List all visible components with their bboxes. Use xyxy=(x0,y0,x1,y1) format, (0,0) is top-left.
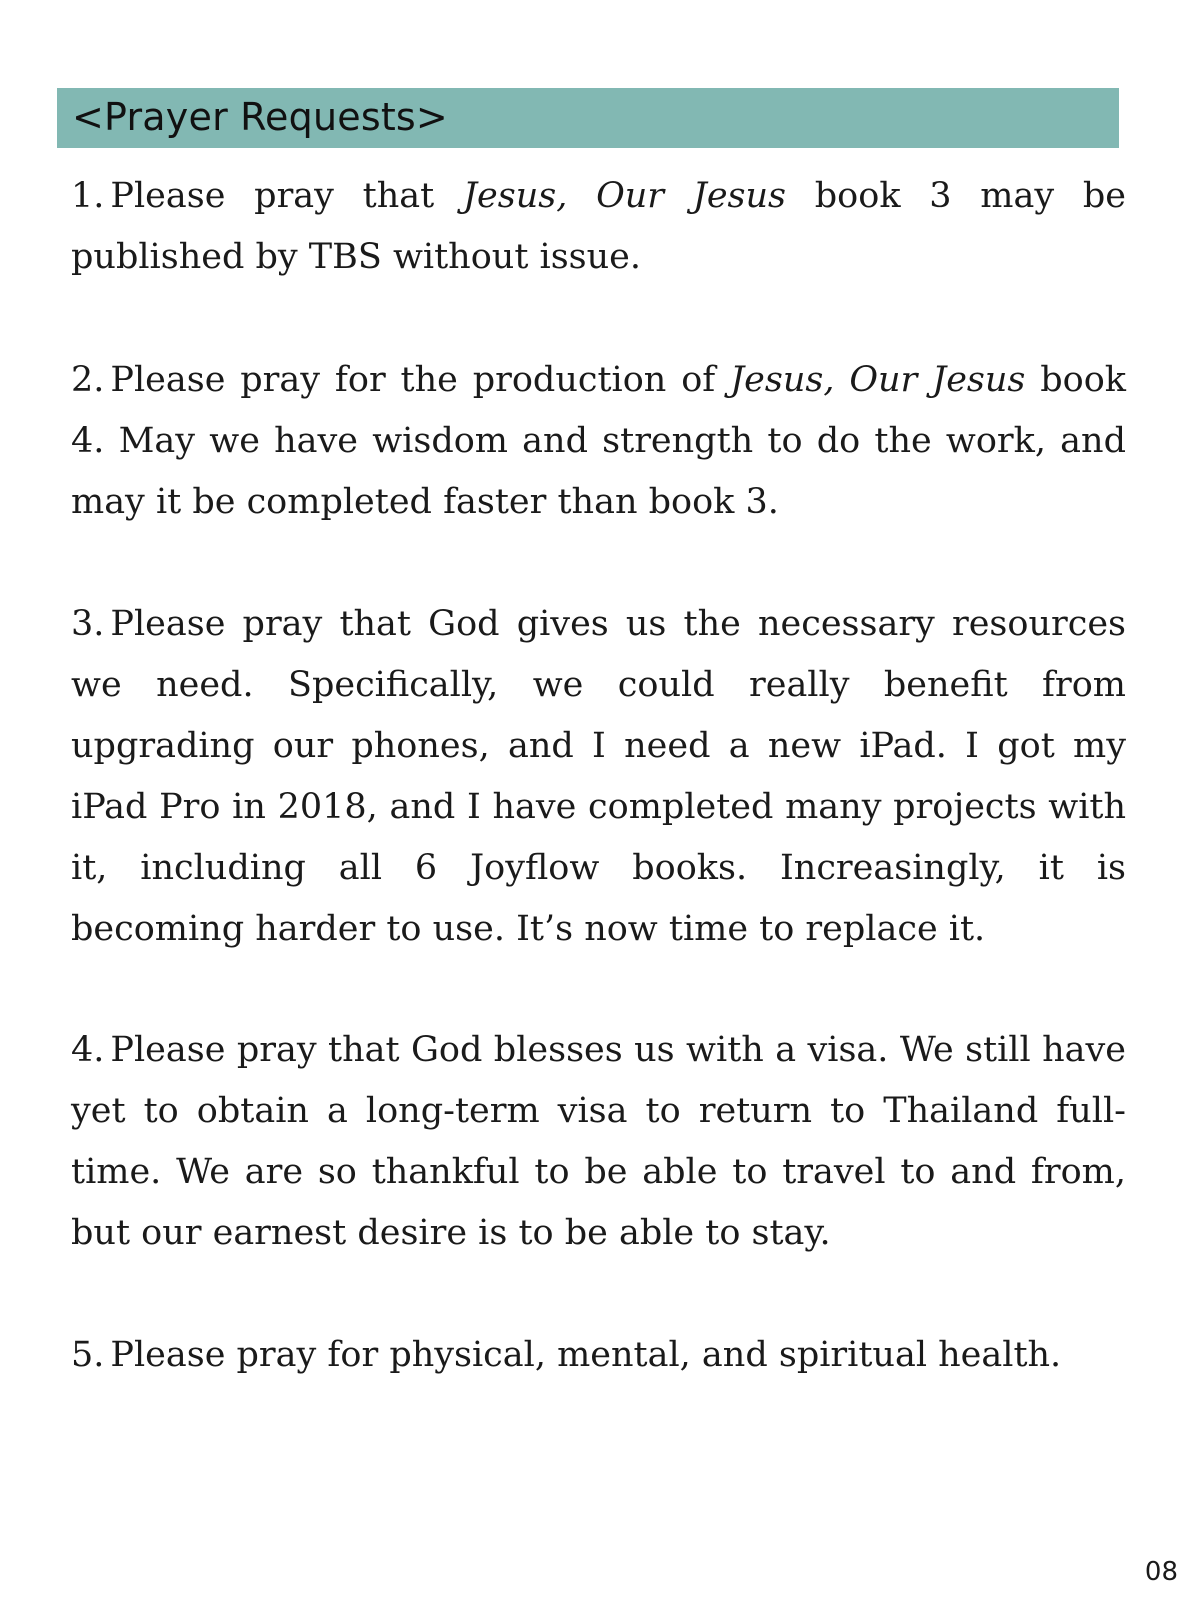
prayer-request-5 xyxy=(71,1325,1126,1386)
request-text-prefix: Please pray that xyxy=(110,176,463,216)
prayer-request-2 xyxy=(71,350,1126,533)
section-header-bar xyxy=(57,88,1119,148)
request-number: 3. xyxy=(71,604,105,644)
request-number: 5. xyxy=(71,1335,105,1375)
book-title: Jesus, Our Jesus xyxy=(730,360,1026,400)
page-number: 08 xyxy=(1144,1557,1178,1587)
prayer-request-3 xyxy=(71,594,1126,960)
book-title: Jesus, Our Jesus xyxy=(462,176,787,216)
request-number: 1. xyxy=(71,176,105,216)
request-number: 4. xyxy=(71,1030,105,1070)
request-text: Please pray for physical, mental, and spiritual health. xyxy=(110,1335,1062,1375)
prayer-request-4 xyxy=(71,1020,1126,1264)
request-number: 2. xyxy=(71,360,105,400)
request-text-suffix: book 3 may be published by TBS without issue. xyxy=(71,176,1127,277)
request-text-prefix: Please pray for the production of xyxy=(110,360,731,400)
request-text: Please pray that God gives us the necessary resources we need. Specifically, we could really benefit from upgrading our phones, and I need a new iPad. I got my iPad Pro in 2018, and I have completed many projects with it, including all 6 Joyflow books. Increasingly, it is becoming harder to use. It’s now time to replace it. xyxy=(71,604,1126,949)
request-text-suffix: book 4. May we have wisdom and strength to do the work, and may it be completed faster than book 3. xyxy=(71,360,1126,522)
request-text: Please pray that God blesses us with a visa. We still have yet to obtain a long-term visa to return to Thailand full-time. We are so thankful to be able to travel to and from, but our earnest desire is to be able to stay. xyxy=(71,1030,1126,1253)
section-title: <Prayer Requests> xyxy=(72,95,448,139)
prayer-request-1 xyxy=(71,166,1126,288)
